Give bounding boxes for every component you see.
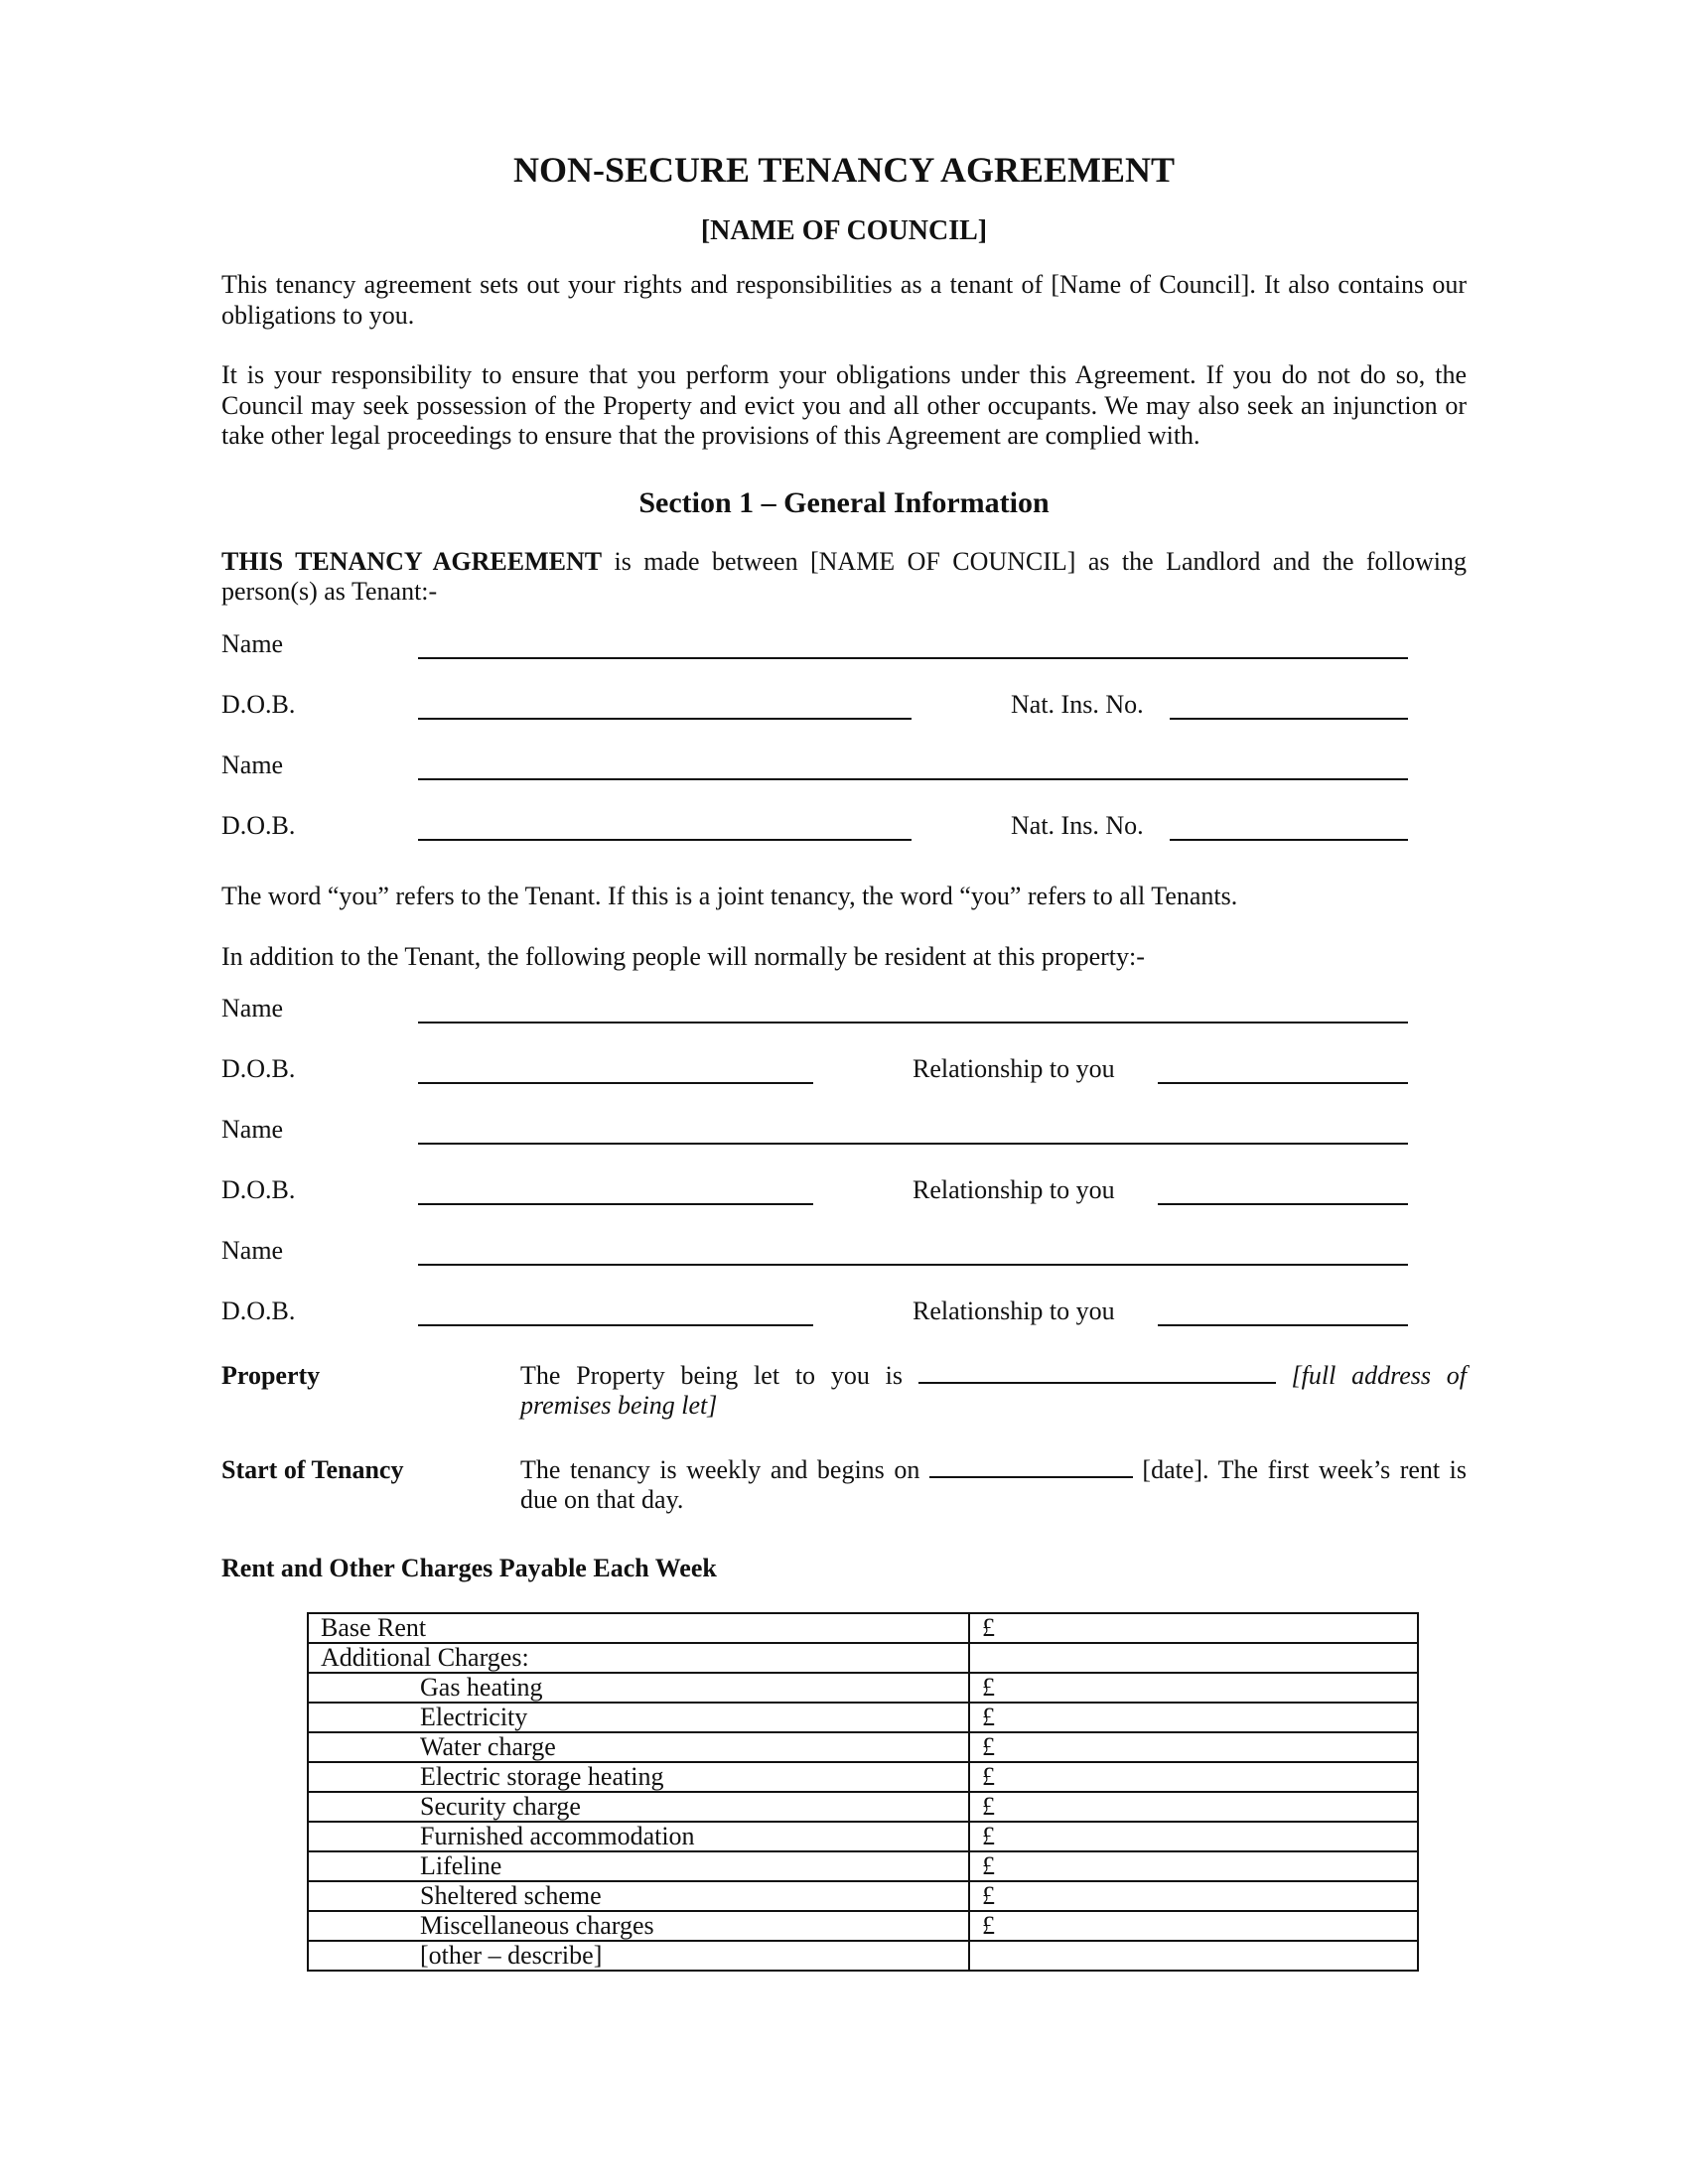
charge-row [308, 1673, 1418, 1703]
charges-table-body [308, 1613, 1418, 1971]
relationship-field[interactable] [1158, 1203, 1408, 1205]
charge-amount[interactable]: £ [969, 1732, 1418, 1762]
charge-item: Lifeline [308, 1851, 969, 1881]
resident-name-row [221, 984, 1467, 1044]
field-label: D.O.B. [221, 689, 296, 719]
charge-row [308, 1822, 1418, 1851]
start-of-tenancy-row [221, 1455, 1467, 1516]
nat-ins-label: Nat. Ins. No. [1011, 689, 1144, 719]
field-label: D.O.B. [221, 810, 296, 840]
charge-row [308, 1643, 1418, 1673]
charge-item: [other – describe] [308, 1941, 969, 1971]
relationship-label: Relationship to you [913, 1296, 1115, 1325]
document-title: NON-SECURE TENANCY AGREEMENT [512, 150, 1176, 190]
start-text-after: [date]. The first week’s rent is due on that day. [520, 1454, 1468, 1514]
charge-row [308, 1762, 1418, 1792]
field-label: D.O.B. [221, 1174, 296, 1204]
property-label: Property [221, 1360, 321, 1390]
agreement-bold-lead: THIS TENANCY AGREEMENT [221, 546, 603, 576]
tenant-dob-field[interactable] [418, 839, 912, 841]
charge-item: Electricity [308, 1703, 969, 1732]
charge-amount[interactable]: £ [969, 1703, 1418, 1732]
charge-amount[interactable]: £ [969, 1673, 1418, 1703]
resident-dob-field[interactable] [418, 1324, 813, 1326]
tenant-name-field[interactable] [418, 778, 1408, 780]
resident-dob-row [221, 1165, 1467, 1226]
property-text [520, 1361, 1467, 1422]
agreement-text: is made between [NAME OF COUNCIL] as the Landlord and the following person(s) as Tenant:- [221, 546, 1467, 606]
tenant-fields [221, 619, 1467, 862]
nat-ins-label: Nat. Ins. No. [1011, 810, 1144, 840]
charge-item: Miscellaneous charges [308, 1911, 969, 1941]
tenant-name-row [221, 741, 1467, 801]
residents-intro: In addition to the Tenant, the following people will normally be resident at this property:- [221, 941, 1145, 971]
resident-name-field[interactable] [418, 1022, 1408, 1024]
start-of-tenancy-label: Start of Tenancy [221, 1454, 404, 1484]
charge-row [308, 1703, 1418, 1732]
charge-item: Base Rent [308, 1613, 969, 1643]
property-row [221, 1361, 1467, 1422]
resident-dob-row [221, 1287, 1467, 1347]
tenant-dob-row [221, 680, 1467, 741]
charge-amount[interactable]: £ [969, 1911, 1418, 1941]
charge-row [308, 1851, 1418, 1881]
charge-amount[interactable]: £ [969, 1613, 1418, 1643]
resident-name-field[interactable] [418, 1264, 1408, 1266]
charge-item: Furnished accommodation [308, 1822, 969, 1851]
charge-row [308, 1941, 1418, 1971]
charge-item: Water charge [308, 1732, 969, 1762]
charge-row [308, 1792, 1418, 1822]
charge-amount[interactable]: £ [969, 1851, 1418, 1881]
charge-amount[interactable] [969, 1941, 1418, 1971]
field-label: Name [221, 1114, 284, 1144]
field-label: Name [221, 750, 284, 779]
charge-item: Gas heating [308, 1673, 969, 1703]
resident-fields [221, 984, 1467, 1347]
council-name: [NAME OF COUNCIL] [700, 215, 988, 246]
field-label: D.O.B. [221, 1053, 296, 1083]
resident-dob-row [221, 1044, 1467, 1105]
charge-item: Sheltered scheme [308, 1881, 969, 1911]
nat-ins-field[interactable] [1170, 839, 1408, 841]
charge-amount[interactable] [969, 1643, 1418, 1673]
nat-ins-field[interactable] [1170, 718, 1408, 720]
tenant-name-field[interactable] [418, 657, 1408, 659]
start-date-field[interactable] [929, 1456, 1133, 1478]
property-text-before: The Property being let to you is [520, 1360, 903, 1390]
charge-amount[interactable]: £ [969, 1881, 1418, 1911]
resident-name-row [221, 1105, 1467, 1165]
resident-name-row [221, 1226, 1467, 1287]
charge-item: Additional Charges: [308, 1643, 969, 1673]
start-text-before: The tenancy is weekly and begins on [520, 1454, 920, 1484]
charge-row [308, 1732, 1418, 1762]
charge-amount[interactable]: £ [969, 1762, 1418, 1792]
intro-paragraph-2: It is your responsibility to ensure that you perform your obligations under this Agreement. If you do not do so, the Council may seek possession of the Property and evict you and all other occupants. We may also seek an injunction or take other legal proceedings to ensure that the provisions of this Agreement are complied with. [221, 360, 1467, 450]
charge-amount[interactable]: £ [969, 1822, 1418, 1851]
charge-row [308, 1881, 1418, 1911]
field-label: Name [221, 993, 284, 1023]
document-page [221, 149, 1467, 1972]
charge-item: Electric storage heating [308, 1762, 969, 1792]
intro-paragraph-1: This tenancy agreement sets out your rights and responsibilities as a tenant of [Name of Council]. It also contains our obligations to you. [221, 270, 1467, 330]
field-label: D.O.B. [221, 1296, 296, 1325]
charges-table [307, 1612, 1419, 1972]
tenant-dob-row [221, 801, 1467, 862]
property-address-field[interactable] [918, 1362, 1276, 1384]
start-of-tenancy-text [520, 1455, 1467, 1516]
tenant-name-row [221, 619, 1467, 680]
relationship-field[interactable] [1158, 1082, 1408, 1084]
charge-item: Security charge [308, 1792, 969, 1822]
field-label: Name [221, 628, 284, 658]
field-label: Name [221, 1235, 284, 1265]
you-definition: The word “you” refers to the Tenant. If this is a joint tenancy, the word “you” refers to all Tenants. [221, 881, 1238, 910]
property-note: [full address of premises being let] [520, 1360, 1468, 1420]
resident-name-field[interactable] [418, 1143, 1408, 1145]
relationship-field[interactable] [1158, 1324, 1408, 1326]
rent-heading: Rent and Other Charges Payable Each Week [221, 1553, 717, 1582]
relationship-label: Relationship to you [913, 1174, 1115, 1204]
section-heading: Section 1 – General Information [638, 485, 1050, 519]
charge-row [308, 1613, 1418, 1643]
tenant-dob-field[interactable] [418, 718, 912, 720]
charge-amount[interactable]: £ [969, 1792, 1418, 1822]
agreement-parties-paragraph [221, 547, 1467, 608]
relationship-label: Relationship to you [913, 1053, 1115, 1083]
charge-row [308, 1911, 1418, 1941]
resident-dob-field[interactable] [418, 1203, 813, 1205]
resident-dob-field[interactable] [418, 1082, 813, 1084]
